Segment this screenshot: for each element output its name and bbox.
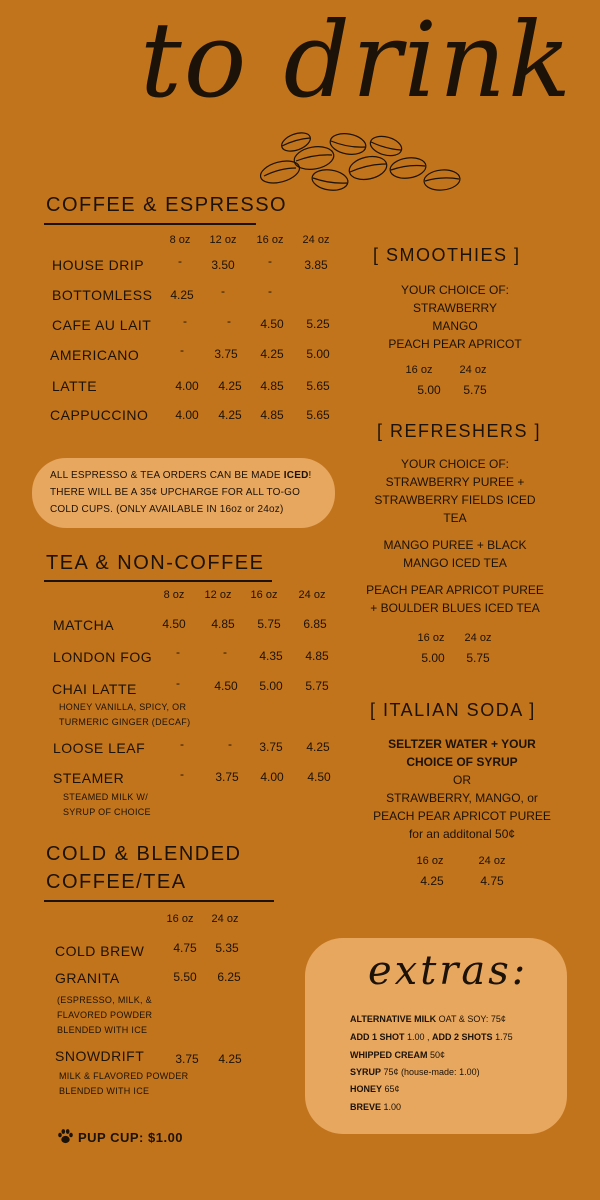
menu-item-name: BOTTOMLESS [52, 287, 153, 303]
price: 4.75 [480, 874, 504, 888]
item-note [63, 790, 151, 820]
price: 4.25 [306, 740, 330, 754]
option-line: PEACH PEAR APRICOT PUREE [366, 583, 544, 597]
price: - [180, 343, 184, 357]
item-note [59, 700, 190, 730]
price: 5.65 [306, 379, 330, 393]
price: 5.75 [257, 617, 281, 631]
price: 5.75 [463, 383, 487, 397]
italian-soda-description [362, 735, 562, 843]
note-line: HONEY VANILLA, SPICY, OR [59, 702, 187, 712]
size-label: 16 oz [166, 913, 194, 925]
refreshers-heading: [ REFRESHERS ] [377, 421, 542, 441]
notice-iced-emphasis: ICED [283, 470, 309, 481]
refreshers-option-2 [355, 536, 555, 572]
price: 4.75 [173, 941, 197, 955]
price: 3.75 [175, 1052, 199, 1066]
price: - [227, 314, 231, 328]
extras-title: extras: [368, 948, 529, 994]
tea-heading-underline [44, 580, 272, 582]
soda-line: for an additonal 50¢ [408, 827, 516, 841]
iced-notice-text [50, 467, 325, 518]
price: 4.25 [170, 288, 194, 302]
menu-item-name: CAPPUCCINO [50, 407, 149, 423]
price: 5.75 [305, 679, 329, 693]
refreshers-options [355, 455, 555, 527]
size-label: 24 oz [478, 855, 506, 867]
cold-heading-line2: COFFEE/TEA [46, 871, 187, 893]
menu-title: to drink [140, 0, 574, 121]
price: 3.75 [215, 770, 239, 784]
extra-name: ALTERNATIVE MILK [350, 1014, 437, 1024]
price: 5.65 [306, 408, 330, 422]
soda-line: SELTZER WATER + YOUR [388, 737, 536, 751]
extras-item [350, 1031, 513, 1044]
menu-item-name: LOOSE LEAF [53, 740, 146, 756]
coffee-heading-underline [44, 223, 256, 225]
price: 5.00 [306, 347, 330, 361]
option-line: STRAWBERRY FIELDS ICED [374, 493, 536, 507]
size-label: 24 oz [464, 632, 492, 644]
option-line: MANGO ICED TEA [403, 556, 507, 570]
menu-item-name: GRANITA [55, 970, 120, 986]
cold-heading-underline [44, 900, 274, 902]
tea-heading: TEA & NON-COFFEE [46, 552, 265, 574]
menu-item-name: SNOWDRIFT [55, 1048, 145, 1064]
smoothies-heading: [ SMOOTHIES ] [373, 245, 521, 265]
note-line: FLAVORED POWDER [57, 1010, 153, 1020]
price: 4.25 [218, 408, 242, 422]
soda-line: PEACH PEAR APRICOT PUREE [373, 809, 551, 823]
pup-cup-label: PUP CUP: $1.00 [78, 1130, 184, 1145]
item-note [57, 993, 152, 1038]
price: 4.85 [211, 617, 235, 631]
price: 3.75 [259, 740, 283, 754]
option-line: + BOULDER BLUES ICED TEA [370, 601, 540, 615]
menu-item-name: STEAMER [53, 770, 125, 786]
price: - [183, 314, 187, 328]
extras-item [350, 1049, 445, 1062]
extra-price: 75¢ (house-made: 1.00) [381, 1067, 480, 1077]
price: - [176, 645, 180, 659]
extras-item [350, 1083, 400, 1096]
size-label: 16 oz [256, 234, 284, 246]
extra-price: 1.75 [492, 1032, 513, 1042]
item-note [59, 1069, 188, 1099]
price: 5.00 [421, 651, 445, 665]
menu-item-name: HOUSE DRIP [52, 257, 145, 273]
coffee-heading: COFFEE & ESPRESSO [46, 194, 288, 216]
extras-item [350, 1066, 480, 1079]
price: 4.85 [260, 379, 284, 393]
price: - [223, 645, 227, 659]
price: - [180, 767, 184, 781]
price: 4.00 [175, 408, 199, 422]
price: 4.35 [259, 649, 283, 663]
size-label: 12 oz [204, 589, 232, 601]
notice-line: COLD CUPS. (ONLY AVAILABLE IN 16oz or 24oz) [50, 504, 284, 515]
price: 3.50 [211, 258, 235, 272]
choice-label: YOUR CHOICE OF: [400, 283, 509, 297]
option-line: TEA [443, 511, 467, 525]
option: MANGO [432, 319, 478, 333]
size-label: 24 oz [298, 589, 326, 601]
extra-price: 1.00 [381, 1102, 402, 1112]
price: - [176, 676, 180, 690]
price: 4.50 [307, 770, 331, 784]
size-label: 16 oz [417, 632, 445, 644]
price: - [178, 254, 182, 268]
menu-item-name: LATTE [52, 378, 98, 394]
price: 4.50 [260, 317, 284, 331]
price: 5.35 [215, 941, 239, 955]
price: - [180, 737, 184, 751]
size-label: 8 oz [163, 589, 185, 601]
price: - [221, 284, 225, 298]
price: 5.50 [173, 970, 197, 984]
price: 4.85 [305, 649, 329, 663]
price: 3.85 [304, 258, 328, 272]
price: 5.00 [259, 679, 283, 693]
price: 4.85 [260, 408, 284, 422]
size-label: 16 oz [405, 364, 433, 376]
refreshers-option-3 [355, 581, 555, 617]
extra-price: OAT & SOY: 75¢ [436, 1014, 506, 1024]
size-label: 8 oz [169, 234, 191, 246]
soda-line: OR [453, 773, 471, 787]
choice-label: YOUR CHOICE OF: [400, 457, 509, 471]
price: 5.75 [466, 651, 490, 665]
price: 4.25 [218, 379, 242, 393]
extra-price: 1.00 , [404, 1032, 433, 1042]
price: 6.85 [303, 617, 327, 631]
extras-item [350, 1101, 401, 1114]
option-line: STRAWBERRY PUREE + [385, 475, 525, 489]
menu-item-name: AMERICANO [50, 347, 140, 363]
paw-icon [57, 1128, 74, 1145]
extra-name: BREVE [350, 1102, 382, 1112]
price: 4.25 [260, 347, 284, 361]
note-line: STEAMED MILK W/ [63, 792, 149, 802]
price: - [268, 254, 272, 268]
extras-item [350, 1013, 506, 1026]
note-line: MILK & FLAVORED POWDER [59, 1071, 189, 1081]
coffee-beans-illustration [258, 128, 468, 196]
price: 6.25 [217, 970, 241, 984]
price: 4.50 [214, 679, 238, 693]
menu-item-name: LONDON FOG [53, 649, 153, 665]
extra-name: ADD 2 SHOTS [432, 1032, 493, 1042]
cold-heading-line1: COLD & BLENDED [46, 843, 242, 865]
price: 5.00 [417, 383, 441, 397]
note-line: BLENDED WITH ICE [57, 1025, 148, 1035]
price: 5.25 [306, 317, 330, 331]
extra-price: 65¢ [382, 1084, 400, 1094]
soda-line: CHOICE OF SYRUP [406, 755, 518, 769]
size-label: 16 oz [416, 855, 444, 867]
size-label: 24 oz [459, 364, 487, 376]
price: 4.25 [420, 874, 444, 888]
menu-item-name: MATCHA [53, 617, 115, 633]
menu-item-name: CAFE AU LAIT [52, 317, 152, 333]
option: STRAWBERRY [412, 301, 497, 315]
option-line: MANGO PUREE + BLACK [383, 538, 527, 552]
extra-name: ADD 1 SHOT [350, 1032, 405, 1042]
note-line: SYRUP OF CHOICE [63, 807, 151, 817]
price: 4.25 [218, 1052, 242, 1066]
extra-name: HONEY [350, 1084, 383, 1094]
notice-line: ALL ESPRESSO & TEA ORDERS CAN BE MADE [50, 470, 284, 481]
menu-item-name: COLD BREW [55, 943, 145, 959]
size-label: 24 oz [302, 234, 330, 246]
note-line: BLENDED WITH ICE [59, 1086, 150, 1096]
extra-price: 50¢ [427, 1050, 446, 1060]
price: - [228, 737, 232, 751]
extra-name: SYRUP [350, 1067, 382, 1077]
extra-name: WHIPPED CREAM [350, 1050, 428, 1060]
soda-line: STRAWBERRY, MANGO, or [386, 791, 538, 805]
price: 4.00 [175, 379, 199, 393]
price: 3.75 [214, 347, 238, 361]
price: 4.00 [260, 770, 284, 784]
notice-line: THERE WILL BE A 35¢ UPCHARGE FOR ALL TO-GO [50, 487, 301, 498]
size-label: 12 oz [209, 234, 237, 246]
menu-item-name: CHAI LATTE [52, 681, 137, 697]
note-line: TURMERIC GINGER (DECAF) [59, 717, 191, 727]
option: PEACH PEAR APRICOT [388, 337, 522, 351]
size-label: 24 oz [211, 913, 239, 925]
smoothies-options [355, 281, 555, 353]
italian-soda-heading: [ ITALIAN SODA ] [370, 700, 536, 720]
notice-line: ! [308, 470, 312, 481]
note-line: (ESPRESSO, MILK, & [57, 995, 152, 1005]
price: 4.50 [162, 617, 186, 631]
price: - [268, 284, 272, 298]
size-label: 16 oz [250, 589, 278, 601]
